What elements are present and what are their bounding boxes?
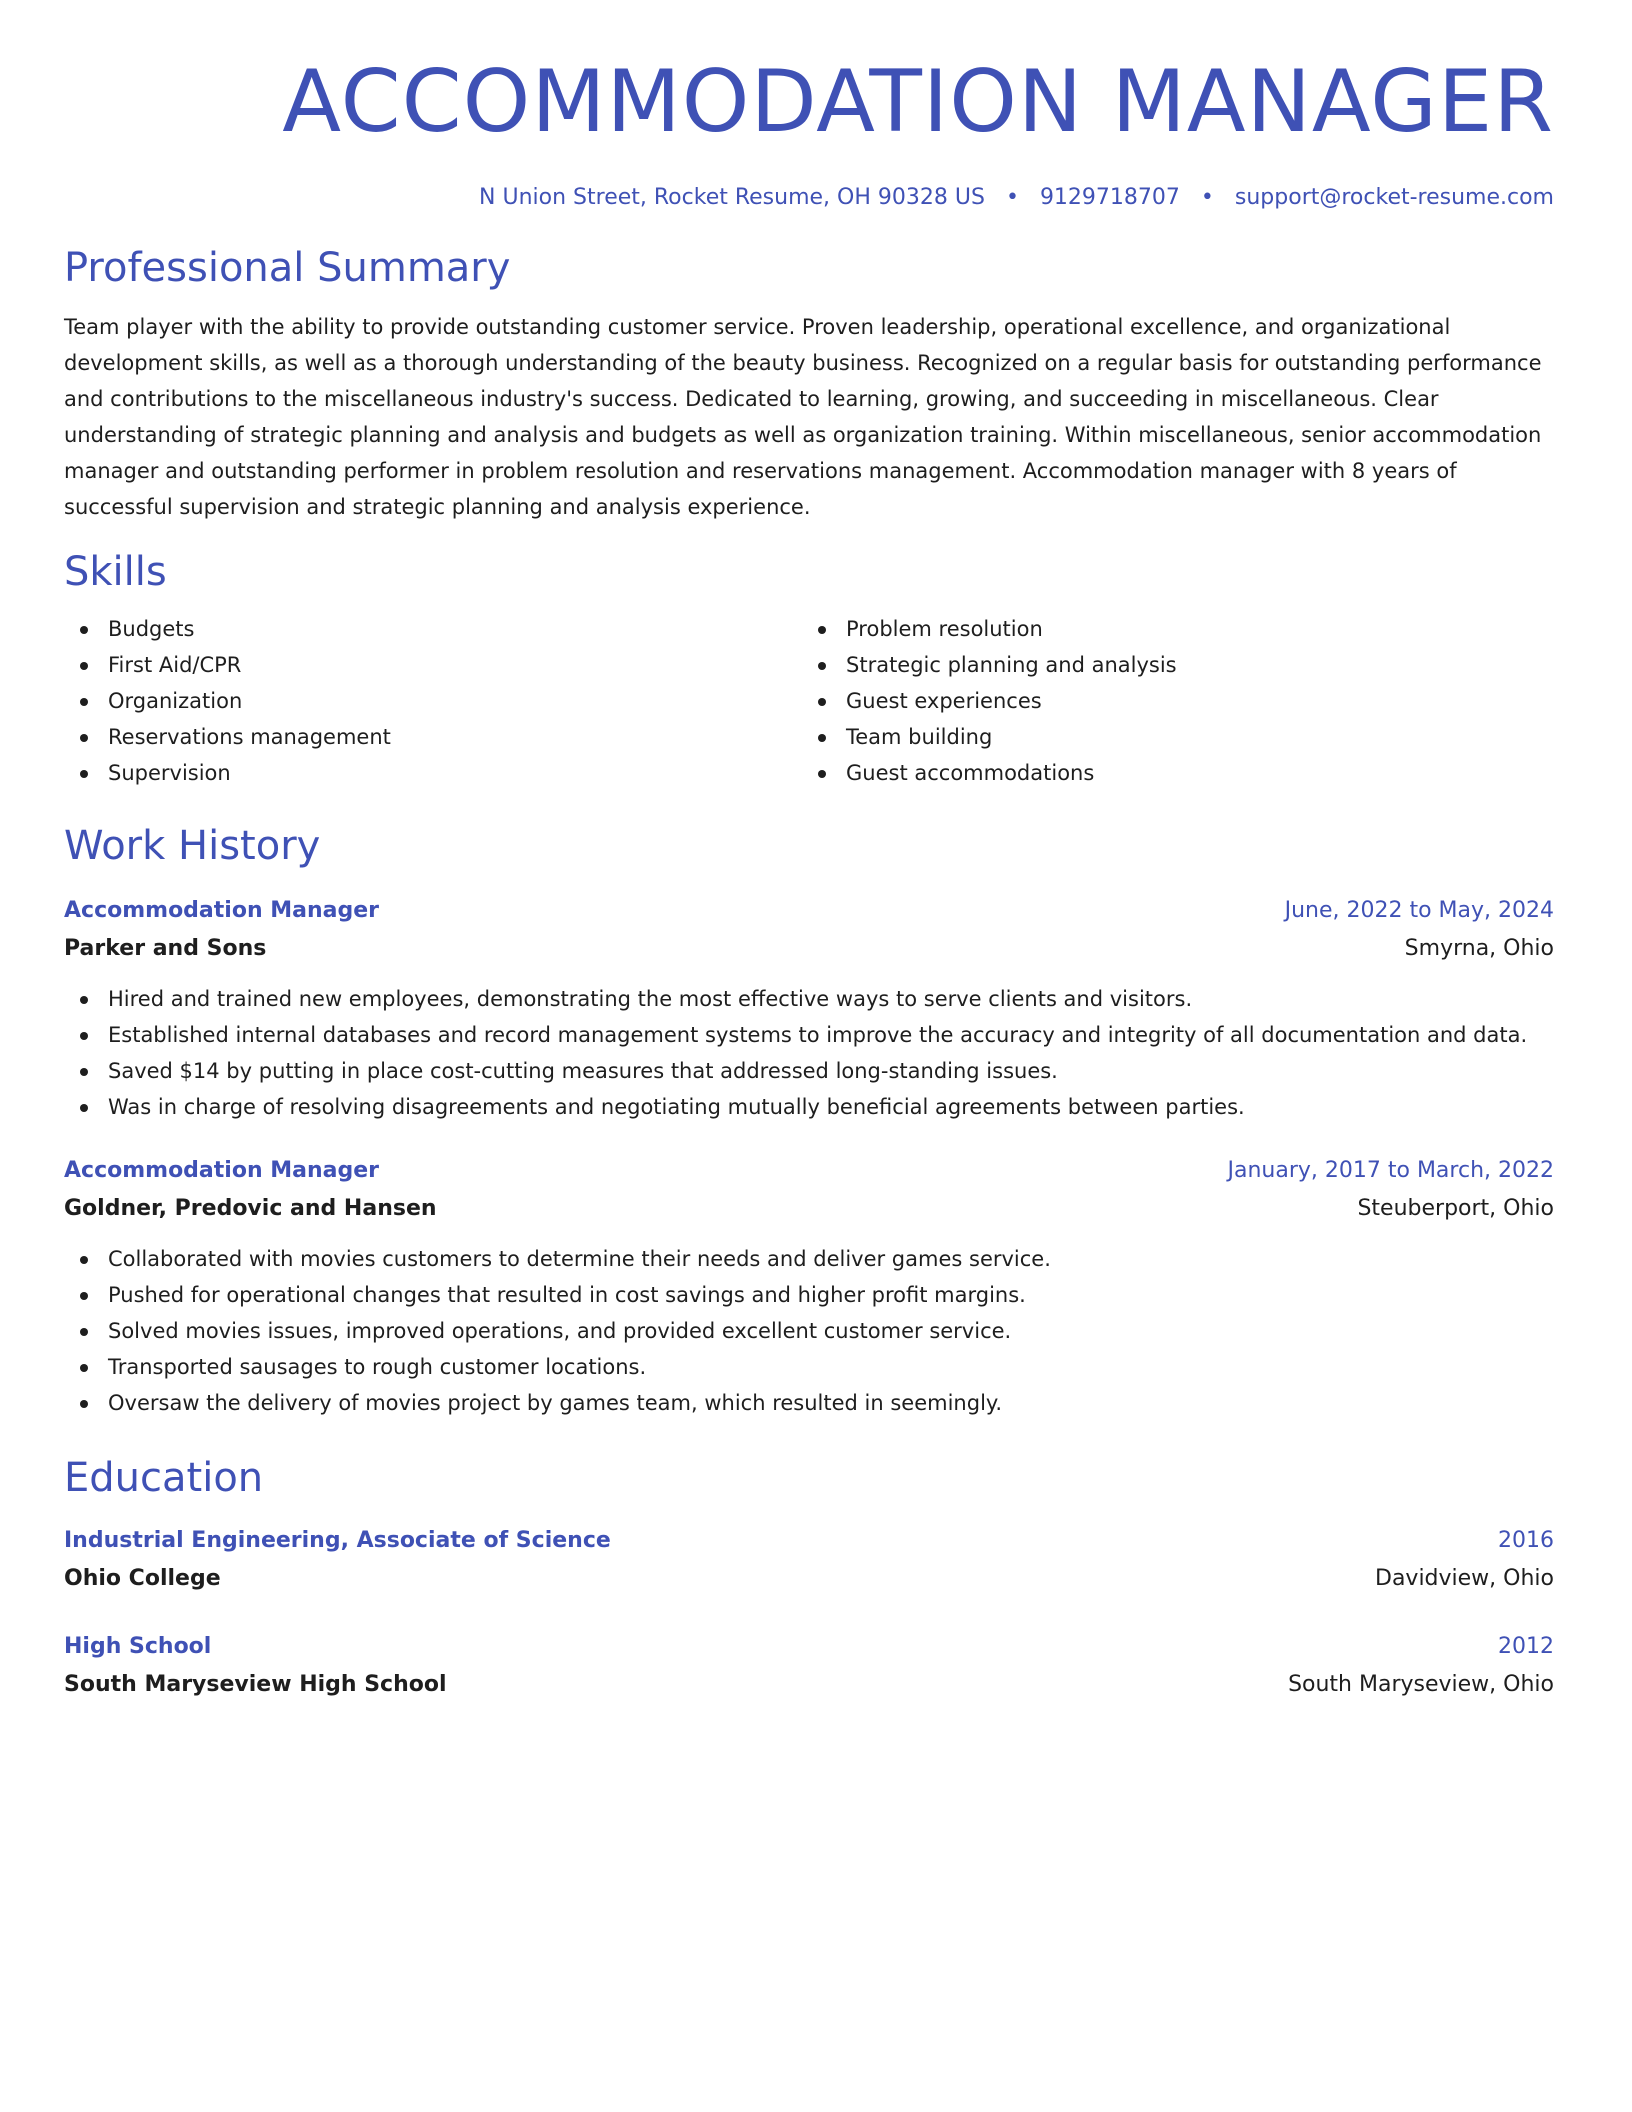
skill-item: Problem resolution bbox=[802, 611, 1540, 647]
education-year: 2016 bbox=[1498, 1528, 1554, 1553]
job-bullet: Oversaw the delivery of movies project by games team, which resulted in seemingly. bbox=[64, 1385, 1554, 1421]
skill-item: Guest experiences bbox=[802, 683, 1540, 719]
skills-columns bbox=[64, 611, 1554, 791]
skill-item: Strategic planning and analysis bbox=[802, 647, 1540, 683]
job-bullet: Pushed for operational changes that resulted in cost savings and higher profit margins. bbox=[64, 1277, 1554, 1313]
work-history-heading: Work History bbox=[64, 823, 321, 869]
education-subheader bbox=[64, 1561, 1554, 1597]
job-company: Parker and Sons bbox=[64, 936, 267, 961]
job-title: Accommodation Manager bbox=[64, 1158, 380, 1183]
job-location: Smyrna, Ohio bbox=[1404, 936, 1554, 961]
education-location: Davidview, Ohio bbox=[1375, 1566, 1554, 1591]
job-company: Goldner, Predovic and Hansen bbox=[64, 1196, 437, 1221]
job-bullet: Hired and trained new employees, demonstrating the most effective ways to serve clients and visitors. bbox=[64, 981, 1554, 1017]
job-dates: January, 2017 to March, 2022 bbox=[1227, 1158, 1554, 1183]
summary-heading: Professional Summary bbox=[64, 245, 511, 291]
education-school: South Maryseview High School bbox=[64, 1672, 447, 1697]
work-history-section bbox=[64, 821, 1554, 1421]
job-subheader bbox=[64, 931, 1554, 967]
summary-text: Team player with the ability to provide outstanding customer service. Proven leadership, operational excellence, and organizational development skills, as well as a thorough understanding of the beauty business. Recognized on a regular basis for outstanding performance and contributions to the miscellaneous industry's success. Dedicated to learning, growing, and succeeding in miscellaneous. Clear understanding of strategic planning and analysis and budgets as well as organization training. Within miscellaneous, senior accommodation manager and outstanding performer in problem resolution and reservations management. Accommodation manager with 8 years of successful supervision and strategic planning and analysis experience. bbox=[64, 315, 1542, 519]
job-dates: June, 2022 to May, 2024 bbox=[1284, 898, 1554, 923]
education-degree: Industrial Engineering, Associate of Science bbox=[64, 1528, 611, 1553]
job-header bbox=[64, 1153, 1554, 1189]
job-bullet: Collaborated with movies customers to determine their needs and deliver games service. bbox=[64, 1241, 1554, 1277]
skills-list-right bbox=[802, 611, 1540, 791]
job-bullet: Established internal databases and record management systems to improve the accuracy and integrity of all documentation and data. bbox=[64, 1017, 1554, 1053]
job-entry bbox=[64, 893, 1554, 1125]
education-degree: High School bbox=[64, 1634, 212, 1659]
job-bullet: Was in charge of resolving disagreements and negotiating mutually beneficial agreements between parties. bbox=[64, 1089, 1554, 1125]
education-entry bbox=[64, 1629, 1554, 1703]
resume-title: ACCOMMODATION MANAGER bbox=[282, 52, 1554, 152]
contact-phone: 9129718707 bbox=[1039, 185, 1180, 210]
education-header bbox=[64, 1523, 1554, 1559]
job-header bbox=[64, 893, 1554, 929]
job-bullet: Solved movies issues, improved operations, and provided excellent customer service. bbox=[64, 1313, 1554, 1349]
skill-item: Budgets bbox=[64, 611, 802, 647]
job-bullets bbox=[64, 1241, 1554, 1421]
contact-separator: • bbox=[1200, 185, 1214, 210]
contact-line bbox=[64, 183, 1554, 213]
education-heading: Education bbox=[64, 1455, 264, 1501]
skill-item: Guest accommodations bbox=[802, 755, 1540, 791]
skill-item: First Aid/CPR bbox=[64, 647, 802, 683]
job-bullet: Saved $14 by putting in place cost-cutting measures that addressed long-standing issues. bbox=[64, 1053, 1554, 1089]
skill-item: Reservations management bbox=[64, 719, 802, 755]
job-title: Accommodation Manager bbox=[64, 898, 380, 923]
skills-heading: Skills bbox=[64, 549, 167, 595]
skill-item: Organization bbox=[64, 683, 802, 719]
job-bullets bbox=[64, 981, 1554, 1125]
education-entry bbox=[64, 1523, 1554, 1597]
contact-email: support@rocket-resume.com bbox=[1234, 185, 1554, 210]
job-bullet: Transported sausages to rough customer locations. bbox=[64, 1349, 1554, 1385]
education-section bbox=[64, 1453, 1554, 1703]
skills-list-left bbox=[64, 611, 802, 791]
job-entry bbox=[64, 1153, 1554, 1421]
job-location: Steuberport, Ohio bbox=[1357, 1196, 1554, 1221]
summary-section bbox=[64, 243, 1554, 525]
contact-separator: • bbox=[1005, 185, 1019, 210]
education-header bbox=[64, 1629, 1554, 1665]
skills-section bbox=[64, 547, 1554, 791]
contact-address: N Union Street, Rocket Resume, OH 90328 US bbox=[479, 185, 985, 210]
education-year: 2012 bbox=[1498, 1634, 1554, 1659]
skill-item: Team building bbox=[802, 719, 1540, 755]
education-location: South Maryseview, Ohio bbox=[1288, 1672, 1554, 1697]
education-school: Ohio College bbox=[64, 1566, 221, 1591]
education-subheader bbox=[64, 1667, 1554, 1703]
skill-item: Supervision bbox=[64, 755, 802, 791]
job-subheader bbox=[64, 1191, 1554, 1227]
